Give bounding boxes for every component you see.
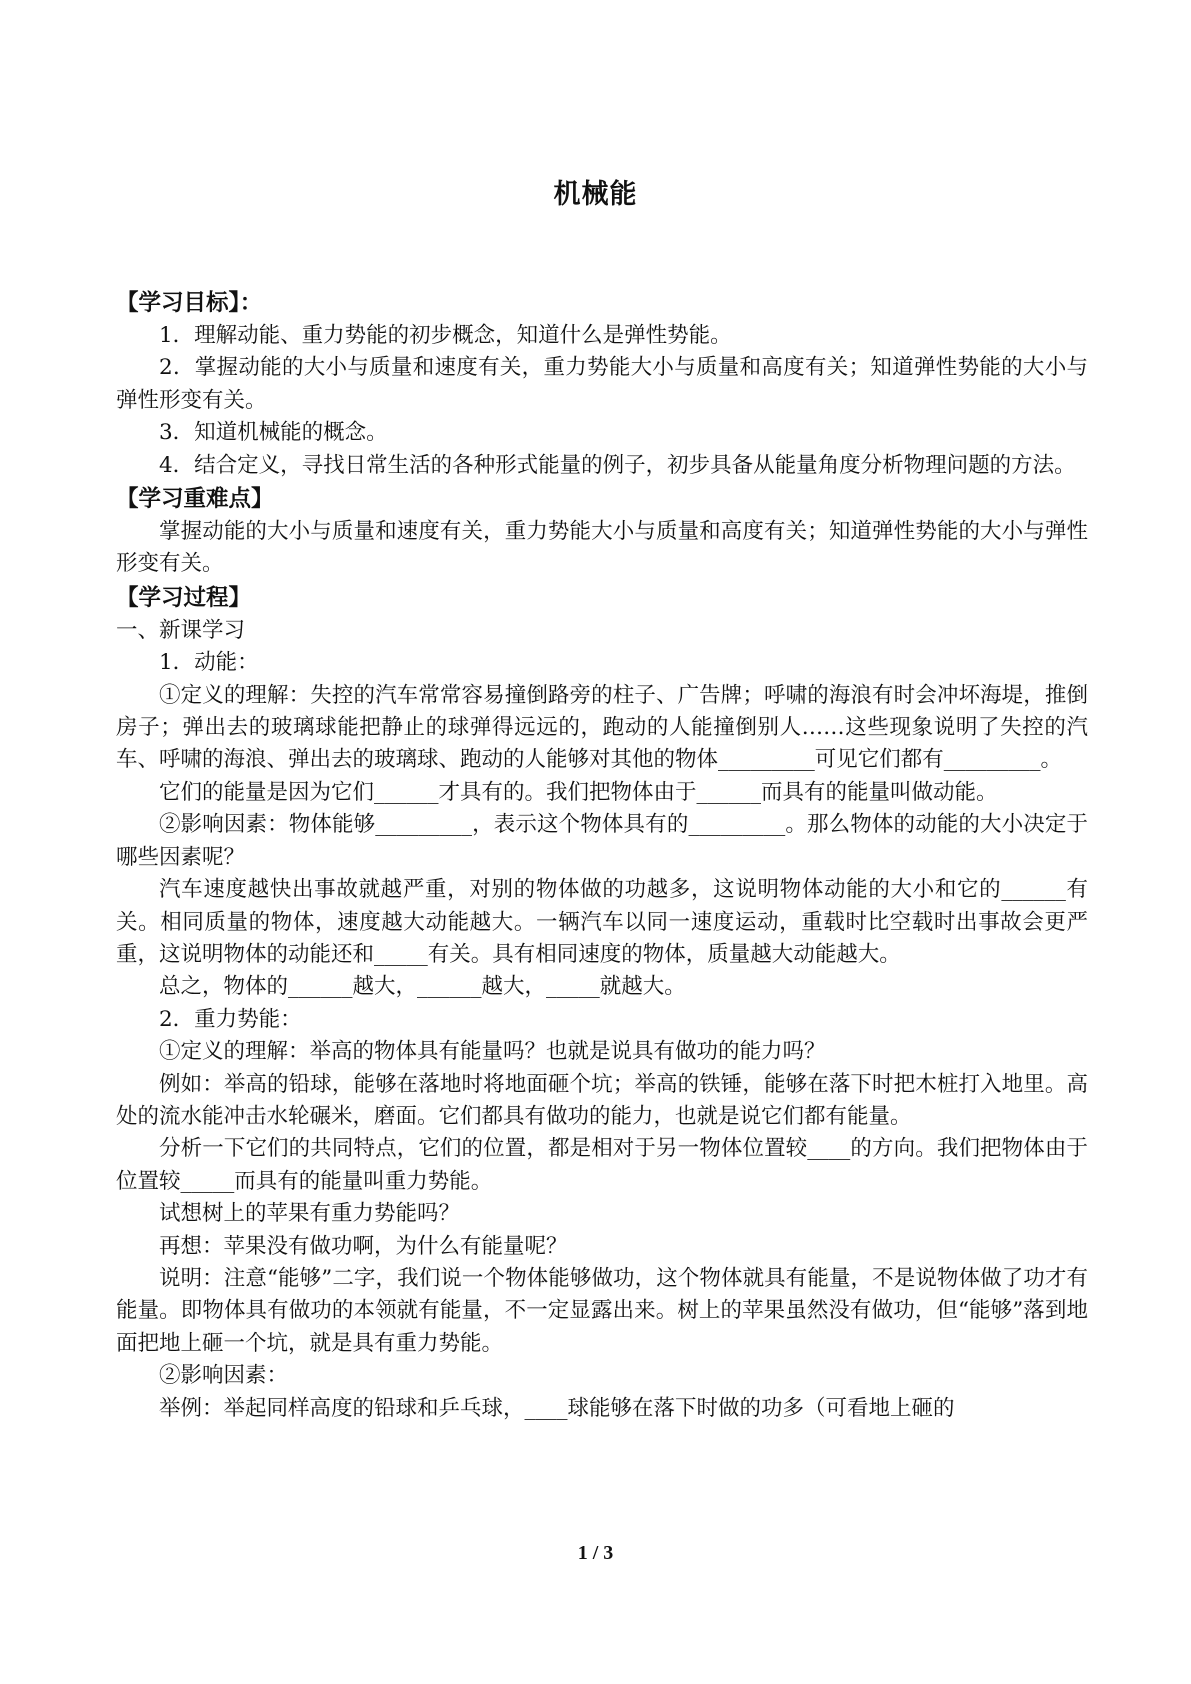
document-body bbox=[116, 286, 1088, 1425]
paragraph: ①定义的理解：举高的物体具有能量吗？也就是说具有做功的能力吗？ bbox=[159, 1039, 826, 1065]
paragraph: 例如：举高的铅球，能够在落地时将地面砸个坑；举高的铁锤，能够在落下时把木桩打入地里。高处的流水能冲击水轮碾米，磨面。它们都具有做功的能力，也就是说它们都有能量。 bbox=[116, 1071, 1088, 1129]
paragraph: 试想树上的苹果有重力势能吗？ bbox=[159, 1201, 461, 1227]
paragraph: 2．重力势能： bbox=[159, 1006, 302, 1032]
page-title: 机械能 bbox=[553, 179, 638, 210]
paragraph: 总之，物体的______越大，______越大，_____就越大。 bbox=[159, 974, 686, 1000]
page-number: 1 / 3 bbox=[577, 1542, 614, 1564]
paragraph: ①定义的理解：失控的汽车常常容易撞倒路旁的柱子、广告牌；呼啸的海浪有时会冲坏海堤，推倒房子；弹出去的玻璃球能把静止的球弹得远远的，跑动的人能撞倒别人……这些现象说明了失控的汽车、呼啸的海浪、弹出去的玻璃球、跑动的人能够对其他的物体_________可见它们都有_________。 bbox=[116, 682, 1088, 773]
paragraph: 一、新课学习 bbox=[116, 617, 246, 643]
section-heading: 【学习重难点】 bbox=[116, 486, 274, 513]
paragraph: 2．掌握动能的大小与质量和速度有关，重力势能大小与质量和高度有关；知道弹性势能的大小与弹性形变有关。 bbox=[116, 355, 1088, 413]
paragraph: 1．动能： bbox=[159, 650, 259, 676]
paragraph: 再想：苹果没有做功啊，为什么有能量呢？ bbox=[159, 1233, 568, 1259]
paragraph: 4．结合定义，寻找日常生活的各种形式能量的例子，初步具备从能量角度分析物理问题的方法。 bbox=[159, 452, 1076, 478]
section-heading: 【学习过程】 bbox=[116, 584, 252, 611]
paragraph: 分析一下它们的共同特点，它们的位置，都是相对于另一物体位置较____的方向。我们把物体由于位置较_____而具有的能量叫重力势能。 bbox=[116, 1136, 1088, 1194]
paragraph: 举例：举起同样高度的铅球和乒乓球，____球能够在落下时做的功多（可看地上砸的 bbox=[159, 1395, 955, 1421]
paragraph: 3．知道机械能的概念。 bbox=[159, 420, 388, 446]
paragraph: 1．理解动能、重力势能的初步概念，知道什么是弹性势能。 bbox=[159, 323, 732, 348]
paragraph: ②影响因素： bbox=[159, 1363, 289, 1389]
paragraph: 掌握动能的大小与质量和速度有关，重力势能大小与质量和高度有关；知道弹性势能的大小与弹性形变有关。 bbox=[116, 519, 1088, 577]
paragraph: 它们的能量是因为它们______才具有的。我们把物体由于______而具有的能量叫做动能。 bbox=[159, 779, 998, 805]
paragraph: 汽车速度越快出事故就越严重，对别的物体做的功越多，这说明物体动能的大小和它的______有关。相同质量的物体，速度越大动能越大。一辆汽车以同一速度运动，重载时比空载时出事故会更严重，这说明物体的动能还和_____有关。具有相同速度的物体，质量越大动能越大。 bbox=[116, 877, 1088, 967]
paragraph: 说明：注意“能够”二字，我们说一个物体能够做功，这个物体就具有能量，不是说物体做了功才有能量。即物体具有做功的本领就有能量，不一定显露出来。树上的苹果虽然没有做功，但“能够”落到地面把地上砸一个坑，就是具有重力势能。 bbox=[116, 1265, 1088, 1356]
paragraph: ②影响因素：物体能够_________，表示这个物体具有的_________。那么物体的动能的大小决定于哪些因素呢？ bbox=[116, 812, 1088, 870]
section-heading: 【学习目标】： bbox=[116, 290, 263, 316]
